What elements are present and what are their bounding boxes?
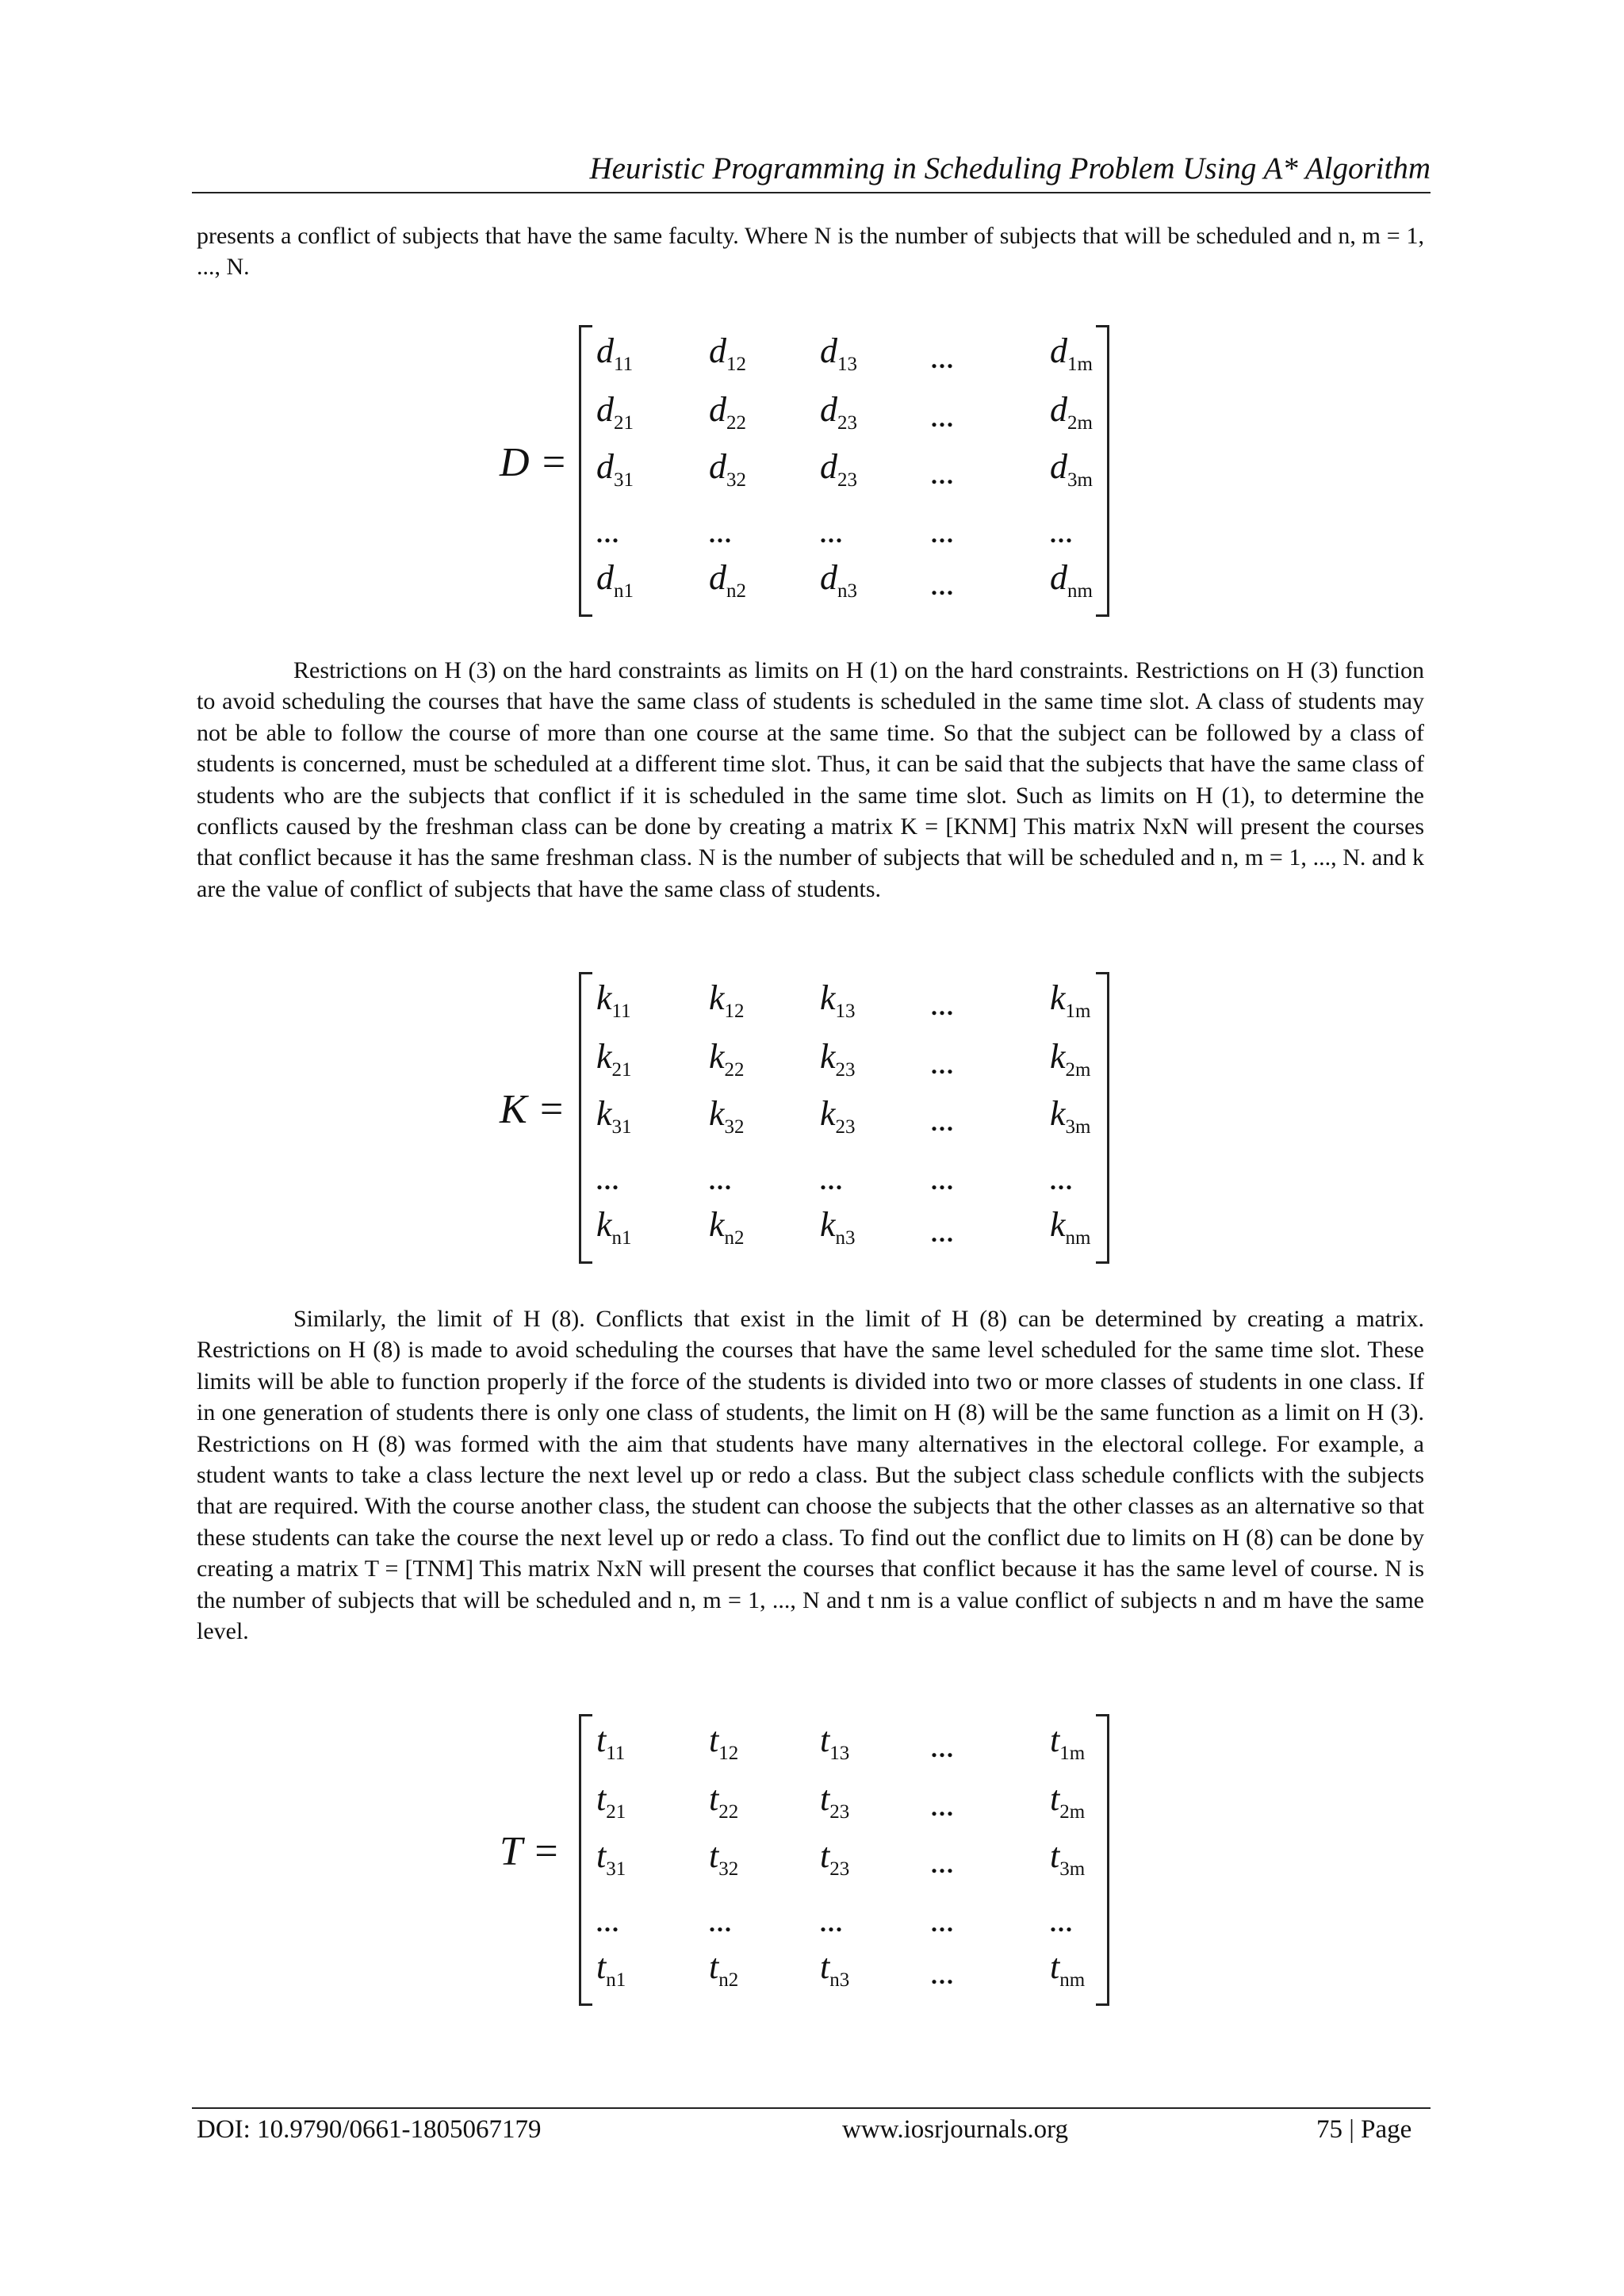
matrix-entry: $d_{13}$ (820, 331, 857, 375)
matrix-entry: $k_{21}$ (596, 1037, 632, 1081)
matrix-entry: ... (596, 519, 620, 548)
matrix-entry: ... (820, 1166, 844, 1195)
matrix-entry: ... (931, 1961, 955, 1989)
matrix-equation-k (484, 967, 1118, 1269)
matrix-entry: $t_{3m}$ (1050, 1836, 1086, 1880)
matrix-entry: $k_{1m}$ (1050, 978, 1091, 1022)
matrix-entry: $k_{n1}$ (596, 1205, 632, 1249)
matrix-entry: ... (820, 1908, 844, 1937)
matrix-entry: ... (1050, 1908, 1074, 1937)
matrix-entry: ... (709, 1908, 733, 1937)
equation-lhs: K = (500, 1087, 565, 1132)
matrix-entry: $k_{31}$ (596, 1094, 632, 1138)
matrix-equation-t (484, 1709, 1118, 2011)
matrix-entry: ... (596, 1166, 620, 1195)
footer-doi: DOI: 10.9790/0661-1805067179 (197, 2115, 542, 2144)
matrix-entry: $d_{3m}$ (1050, 447, 1093, 491)
matrix-entry: ... (931, 1166, 955, 1195)
matrix-entry: $d_{2m}$ (1050, 390, 1093, 434)
matrix-entry: $t_{32}$ (709, 1836, 739, 1880)
matrix-entry: ... (931, 1219, 955, 1247)
matrix-entry: $k_{3m}$ (1050, 1094, 1091, 1138)
matrix-entry: $k_{23}$ (820, 1037, 856, 1081)
matrix-entry: $k_{2m}$ (1050, 1037, 1091, 1081)
matrix-entry: $k_{12}$ (709, 978, 745, 1022)
matrix-entry: $t_{23}$ (820, 1779, 850, 1823)
matrix-entry: $d_{23}$ (820, 390, 857, 434)
matrix-entry: $d_{11}$ (596, 331, 634, 375)
paragraph-h8-restrictions: Similarly, the limit of H (8). Conflicts that exist in the limit of H (8) can be determined by creating a matrix. Restrictions on H (8) is made to avoid scheduling the courses that have the same level scheduled for the same time slot. These limits will be able to function properly if the force of the students is divided into two or more classes of students in one class. If in one generation of students there is only one class of students, the limit on H (8) will be the same function as a limit on H (3). Restrictions on H (8) was formed with the aim that students have many alternatives in the electoral college. For example, a student wants to take a class lecture the next level up or redo a class. But the subject class schedule conflicts with the subjects that are required. With the course another class, the student can choose the subjects that the other classes as an alternative so that these students can take the course the next level up or redo a class. To find out the conflict due to limits on H (8) can be done by creating a matrix T = [TNM] This matrix NxN will present the courses that conflict because it has the same level of course. N is the number of subjects that will be scheduled and n, m = 1, ..., N and t nm is a value conflict of subjects n and m have the same level. (197, 1306, 1424, 1645)
equation-lhs: T = (500, 1829, 561, 1874)
matrix-entry: $d_{32}$ (709, 447, 746, 491)
matrix-entry: $d_{23}$ (820, 447, 857, 491)
matrix-entry: ... (931, 1850, 955, 1878)
matrix-entry: $k_{11}$ (596, 978, 631, 1022)
matrix-entry: $t_{11}$ (596, 1720, 626, 1764)
matrix-entry: $t_{2m}$ (1050, 1779, 1086, 1823)
matrix-entry: ... (931, 1734, 955, 1762)
matrix-entry: ... (931, 1108, 955, 1136)
matrix-entry: ... (931, 519, 955, 548)
right-bracket (1096, 325, 1109, 617)
matrix-entry: ... (931, 345, 955, 373)
matrix-entry: $k_{n3}$ (820, 1205, 856, 1249)
matrix-entry: ... (931, 404, 955, 432)
matrix-entry: ... (820, 519, 844, 548)
matrix-entry: $d_{n2}$ (709, 558, 746, 602)
matrix-entry: ... (709, 519, 733, 548)
running-header: Heuristic Programming in Scheduling Problem Using A* Algorithm (589, 151, 1431, 186)
right-bracket (1096, 972, 1109, 1264)
matrix-entry: ... (709, 1166, 733, 1195)
matrix-entry: $d_{12}$ (709, 331, 746, 375)
matrix-entry: $d_{n1}$ (596, 558, 634, 602)
matrix-entry: ... (1050, 1166, 1074, 1195)
matrix-entry: $k_{nm}$ (1050, 1205, 1091, 1249)
matrix-entry: $k_{n2}$ (709, 1205, 745, 1249)
matrix-entry: $d_{1m}$ (1050, 331, 1093, 375)
matrix-entry: $d_{31}$ (596, 447, 634, 491)
equation-lhs: D = (500, 440, 568, 485)
matrix-entry: $t_{n3}$ (820, 1947, 850, 1991)
paragraph-faculty-conflict: presents a conflict of subjects that have the same faculty. Where N is the number of subjects that will be scheduled and n, m = 1, ..., N. (197, 223, 1424, 281)
left-bracket (579, 325, 592, 617)
matrix-entry: $t_{n2}$ (709, 1947, 739, 1991)
matrix-entry: $k_{13}$ (820, 978, 856, 1022)
footer-website: www.iosrjournals.org (842, 2115, 1069, 2144)
footer-page-number: 75 | Page (1316, 2115, 1412, 2144)
matrix-entry: ... (931, 572, 955, 600)
matrix-entry: ... (931, 1050, 955, 1079)
matrix-entry: $t_{1m}$ (1050, 1720, 1086, 1764)
header-rule (192, 192, 1431, 193)
matrix-entry: ... (596, 1908, 620, 1937)
matrix-entry: ... (931, 461, 955, 489)
matrix-entry: $k_{22}$ (709, 1037, 745, 1081)
matrix-entry: $t_{22}$ (709, 1779, 739, 1823)
matrix-entry: $t_{nm}$ (1050, 1947, 1086, 1991)
matrix-entry: $d_{nm}$ (1050, 558, 1093, 602)
matrix-entry: $t_{13}$ (820, 1720, 850, 1764)
matrix-entry: $k_{32}$ (709, 1094, 745, 1138)
left-bracket (579, 1714, 592, 2006)
matrix-entry: $t_{21}$ (596, 1779, 626, 1823)
matrix-entry: $t_{n1}$ (596, 1947, 626, 1991)
matrix-entry: ... (1050, 519, 1074, 548)
right-bracket (1096, 1714, 1109, 2006)
matrix-equation-d (484, 320, 1118, 622)
matrix-entry: $k_{23}$ (820, 1094, 856, 1138)
matrix-entry: ... (931, 992, 955, 1020)
paragraph-h3-restrictions: Restrictions on H (3) on the hard constraints as limits on H (1) on the hard constraints. Restrictions on H (3) function to avoid scheduling the courses that have the same class of students is scheduled in the same time slot. A class of students may not be able to follow the course of more than one course at the same time. So that the subject can be followed by a class of students is concerned, must be scheduled at a different time slot. Thus, it can be said that the subjects that have the same class of students who are the subjects that conflict if it is scheduled in the same time slot. Such as limits on H (1), to determine the conflicts caused by the freshman class can be done by creating a matrix K = [KNM] This matrix NxN will present the courses that conflict because it has the same freshman class. N is the number of subjects that will be scheduled and n, m = 1, ..., N. and k are the value of conflict of subjects that have the same class of students. (197, 657, 1424, 902)
matrix-entry: ... (931, 1793, 955, 1821)
matrix-entry: ... (931, 1908, 955, 1937)
footer-rule (192, 2107, 1431, 2109)
matrix-entry: $t_{12}$ (709, 1720, 739, 1764)
matrix-entry: $t_{31}$ (596, 1836, 626, 1880)
matrix-entry: $d_{22}$ (709, 390, 746, 434)
matrix-entry: $d_{n3}$ (820, 558, 857, 602)
matrix-entry: $d_{21}$ (596, 390, 634, 434)
matrix-entry: $t_{23}$ (820, 1836, 850, 1880)
left-bracket (579, 972, 592, 1264)
